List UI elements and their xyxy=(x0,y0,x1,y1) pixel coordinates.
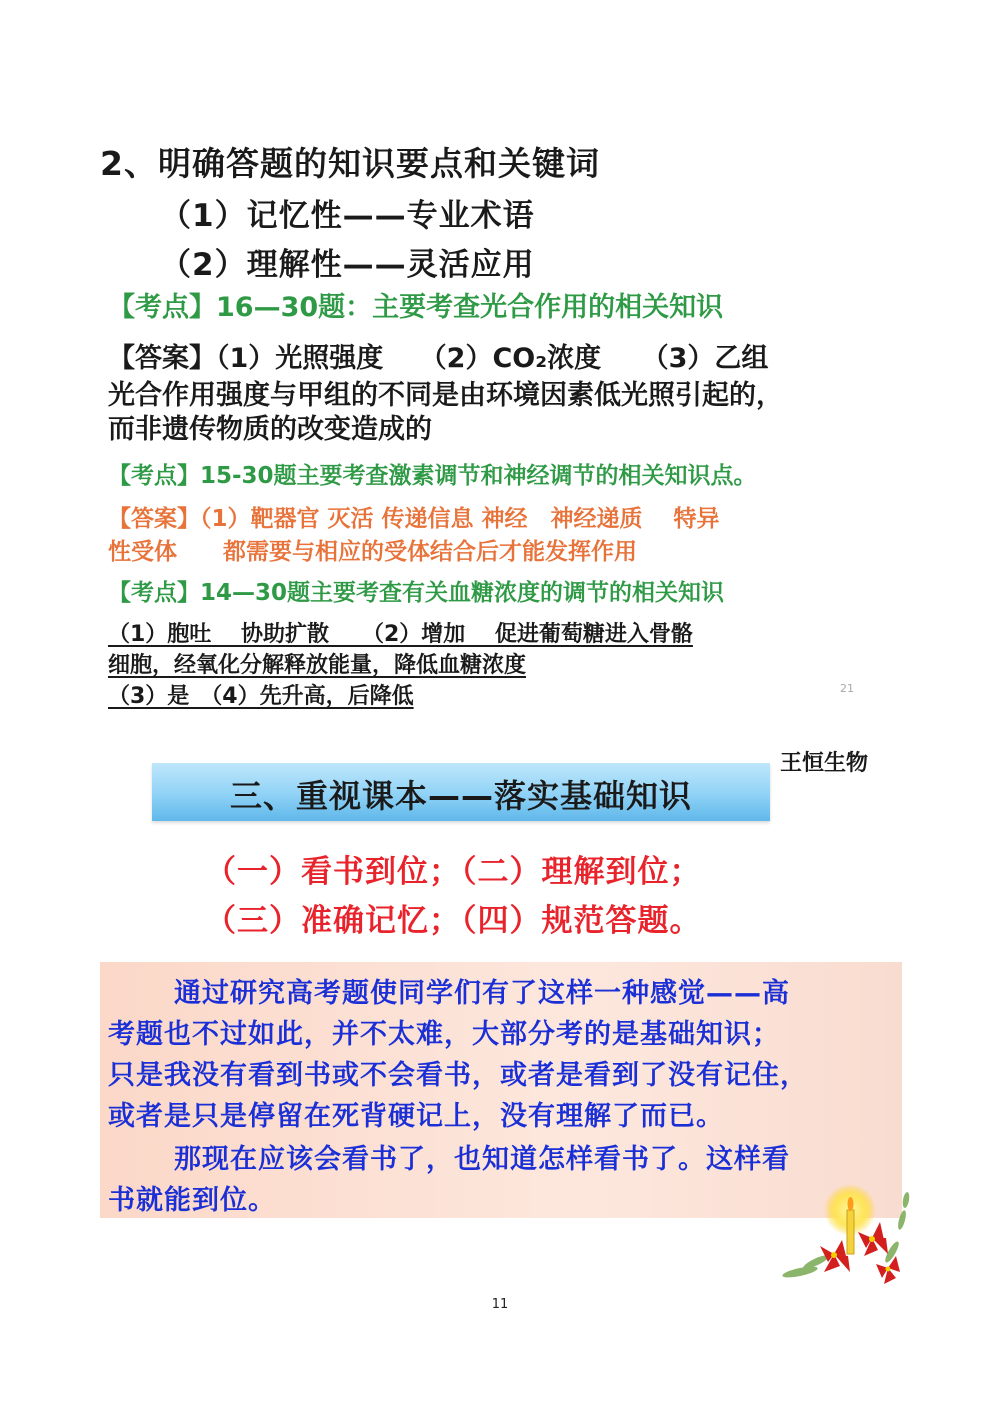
candle-poinsettia-icon xyxy=(776,1180,920,1292)
answer-hormone-line2: 性受体 都需要与相应的受体结合后才能发挥作用 xyxy=(108,539,637,565)
panel-line-2: 考题也不过如此，并不太难，大部分考的是基础知识； xyxy=(108,1019,780,1050)
kaodian-hormone: 【考点】15-30题主要考查激素调节和神经调节的相关知识点。 xyxy=(108,463,757,489)
answer-blood-sugar-line1: （1）胞吐 协助扩散 （2）增加 促进葡萄糖进入骨骼 xyxy=(108,622,693,647)
kaodian-photosynthesis: 【考点】16—30题：主要考查光合作用的相关知识 xyxy=(108,292,724,323)
panel-line-5: 那现在应该会看书了，也知道怎样看书了。这样看 xyxy=(174,1144,790,1175)
author-label: 王恒生物 xyxy=(780,751,869,776)
slide-number: 21 xyxy=(840,682,854,695)
answer-photosynthesis-line2: 光合作用强度与甲组的不同是由环境因素低光照引起的， xyxy=(108,380,783,411)
panel-line-4: 或者是只是停留在死背硬记上，没有理解了而已。 xyxy=(108,1101,724,1132)
red-line-1: （一）看书到位；（二）理解到位； xyxy=(205,854,702,890)
answer-blood-sugar-line3: （3）是 （4）先升高，后降低 xyxy=(108,684,414,709)
point-memory: （1）记忆性——专业术语 xyxy=(160,198,535,234)
answer-hormone-line1: 【答案】（1）靶器官 灭活 传递信息 神经 神经递质 特异 xyxy=(108,506,720,532)
panel-line-3: 只是我没有看到书或不会看书，或者是看到了没有记住， xyxy=(108,1060,808,1091)
section-heading: 2、明确答题的知识要点和关键词 xyxy=(100,144,600,183)
page-number: 11 xyxy=(491,1297,509,1312)
section-banner xyxy=(152,763,770,821)
banner-title: 三、重视课本——落实基础知识 xyxy=(229,777,692,815)
answer-blood-sugar-line2: 细胞，经氧化分解释放能量，降低血糖浓度 xyxy=(108,653,527,678)
red-line-2: （三）准确记忆；（四）规范答题。 xyxy=(205,903,702,939)
point-understanding: （2）理解性——灵活应用 xyxy=(160,247,535,283)
panel-line-1: 通过研究高考题使同学们有了这样一种感觉——高 xyxy=(174,978,790,1009)
answer-photosynthesis-line1: 【答案】（1）光照强度 （2）CO₂浓度 （3）乙组 xyxy=(108,343,769,374)
panel-line-6: 书就能到位。 xyxy=(108,1185,276,1216)
kaodian-blood-sugar: 【考点】14—30题主要考查有关血糖浓度的调节的相关知识 xyxy=(108,580,725,606)
answer-photosynthesis-line3: 而非遗传物质的改变造成的 xyxy=(108,414,432,445)
